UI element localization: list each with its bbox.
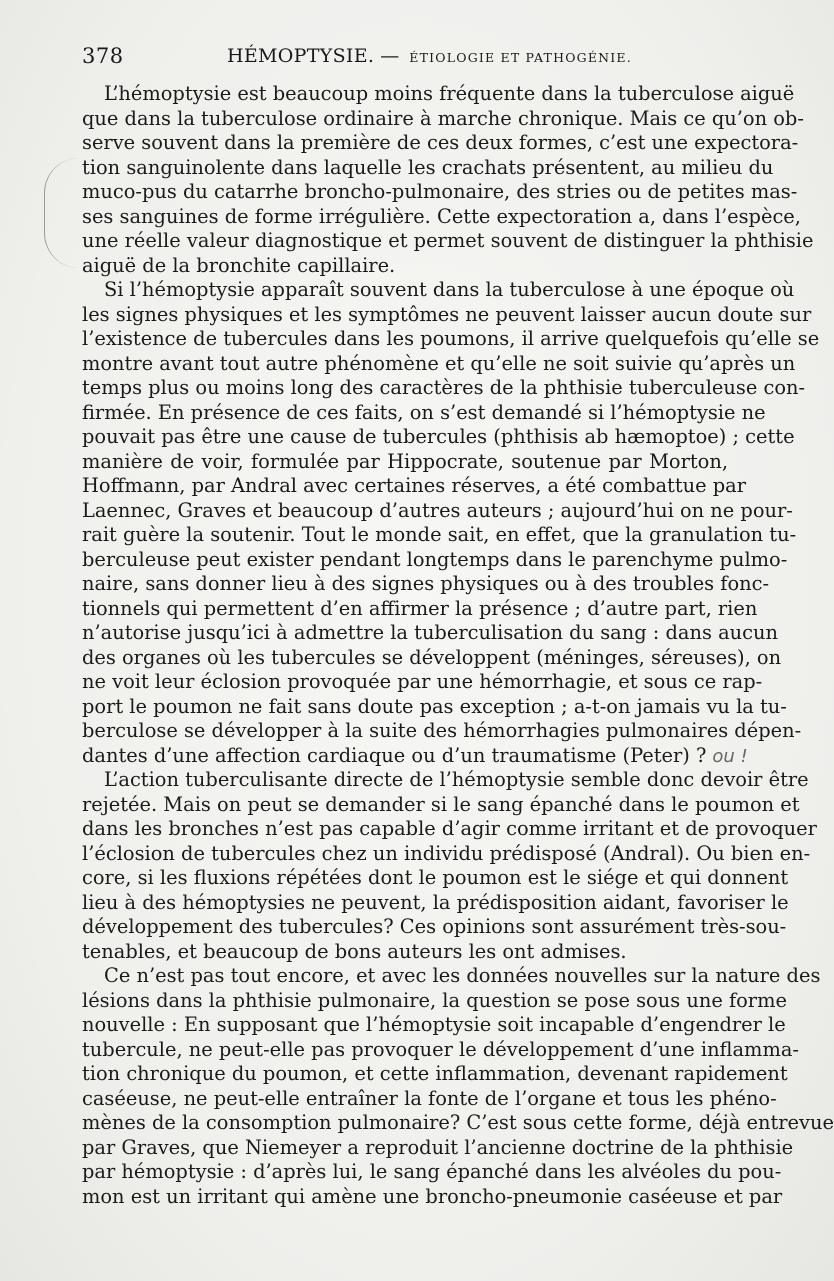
text-line: nouvelle : En supposant que l’hémoptysie soit incapable d’engendrer le [82,1013,786,1036]
running-head [227,45,632,67]
text-line: une réelle valeur diagnostique et permet souvent de distinguer la phthisie [82,229,814,252]
text-line: l’éclosion de tubercules chez un individu prédisposé (Andral). Ou bien en- [82,841,811,865]
text-line: tubercule, ne peut-elle pas provoquer le développement d’une inflamma- [82,1037,799,1061]
text-line: par Graves, que Niemeyer a reproduit l’ancienne doctrine de la phthisie [82,1135,794,1159]
text-line: lieu à des hémoptysies ne peuvent, la prédisposition aidant, favoriser le [82,890,789,914]
text-line: que dans la tuberculose ordinaire à marche chronique. Mais ce qu’on ob- [82,106,804,130]
text-line: tion sanguinolente dans laquelle les crachats présentent, au milieu du [82,155,774,179]
text-line: Hoffmann, par Andral avec certaines réserves, a été combattue par [82,474,746,497]
handwritten-note: ou ! [712,745,748,767]
text-line: l’existence de tubercules dans les poumons, il arrive quelquefois qu’elle se [82,327,820,350]
text-line: tionnels qui permettent d’en affirmer la présence ; d’autre part, rien [82,596,758,620]
text-line: les signes physiques et les symptômes ne peuvent laisser aucun doute sur [82,302,812,326]
text-line: lésions dans la phthisie pulmonaire, la question se pose sous une forme [82,988,787,1012]
text-line: par hémoptysie : d’après lui, le sang épanché dans les alvéoles du pou- [82,1160,782,1183]
text-line: n’autorise jusqu’ici à admettre la tuberculisation du sang : dans aucun [82,621,778,644]
text-line: Laennec, Graves et beaucoup d’autres auteurs ; aujourd’hui on ne pour- [82,498,793,522]
text-line: développement des tubercules? Ces opinions sont assurément très-sou- [82,915,787,938]
text-line: dans les bronches n’est pas capable d’agir comme irritant et de provoquer [82,817,817,840]
text-line: temps plus ou moins long des caractères de la phthisie tuberculeuse con- [82,376,806,399]
text-line: montre avant tout autre phénomène et qu’elle ne soit suivie qu’après un [82,351,796,375]
page-number: 378 [82,44,124,68]
text-line: aiguë de la bronchite capillaire. [82,253,396,277]
text-line: manière de voir, formulée par Hippocrate, soutenue par Morton, [82,449,728,473]
text-line: berculose se développer à la suite des hémorrhagies pulmonaires dépen- [82,719,802,742]
text-line: berculeuse peut exister pendant longtemps dans le parenchyme pulmo- [82,547,788,571]
text-line: mènes de la consomption pulmonaire? C’est sous cette forme, déjà entrevue [82,1111,834,1134]
text-line: mon est un irritant qui amène une broncho-pneumonie caséeuse et par [82,1184,783,1208]
running-head-dash: — [374,45,406,67]
text-line: Si l’hémoptysie apparaît souvent dans la tuberculose à une époque où [104,278,795,301]
text-line: core, si les fluxions répétées dont le poumon est le siége et qui donnent [82,866,789,889]
text-line: naire, sans donner lieu à des signes physiques ou à des troubles fonc- [82,572,770,595]
text-line-with-note [82,743,748,769]
text-line: muco-pus du catarrhe broncho-pulmonaire, des stries ou de petites mas- [82,180,798,203]
running-head-title: HÉMOPTYSIE. [227,45,375,67]
running-head-subtitle: ÉTIOLOGIE ET PATHOGÉNIE. [409,50,632,65]
text-line: firmée. En présence de ces faits, on s’est demandé si l’hémoptysie ne [82,400,766,424]
text-line: L’hémoptysie est beaucoup moins fréquente dans la tuberculose aiguë [104,82,795,105]
text-line: des organes où les tubercules se développent (méninges, séreuses), on [82,645,782,669]
text-line: rejetée. Mais on peut se demander si le sang épanché dans le poumon et [82,792,800,816]
text-line: ses sanguines de forme irrégulière. Cette expectoration a, dans l’espèce, [82,204,801,228]
text-line: caséeuse, ne peut-elle entraîner la fonte de l’organe et tous les phéno- [82,1086,777,1110]
text-line: rait guère la soutenir. Tout le monde sait, en effet, que la granulation tu- [82,523,797,546]
text-line: Ce n’est pas tout encore, et avec les données nouvelles sur la nature des [104,964,821,987]
text-line: pouvait pas être une cause de tubercules (phthisis ab hæmoptoe) ; cette [82,425,795,448]
text-line: dantes d’une affection cardiaque ou d’un traumatisme (Peter) ? [82,743,707,767]
margin-bracket-mark [44,158,79,268]
text-line: tenables, et beaucoup de bons auteurs les ont admises. [82,939,627,963]
text-line: tion chronique du poumon, et cette inflammation, devenant rapidement [82,1062,788,1085]
text-line: serve souvent dans la première de ces deux formes, c’est une expectora- [82,131,799,154]
running-header [82,44,722,74]
text-line: ne voit leur éclosion provoquée par une hémorrhagie, et sous ce rap- [82,670,763,693]
text-line: port le poumon ne fait sans doute pas exception ; a-t-on jamais vu la tu- [82,694,787,718]
text-line: L’action tuberculisante directe de l’hémoptysie semble donc devoir être [104,768,809,791]
body-text [82,82,834,1209]
